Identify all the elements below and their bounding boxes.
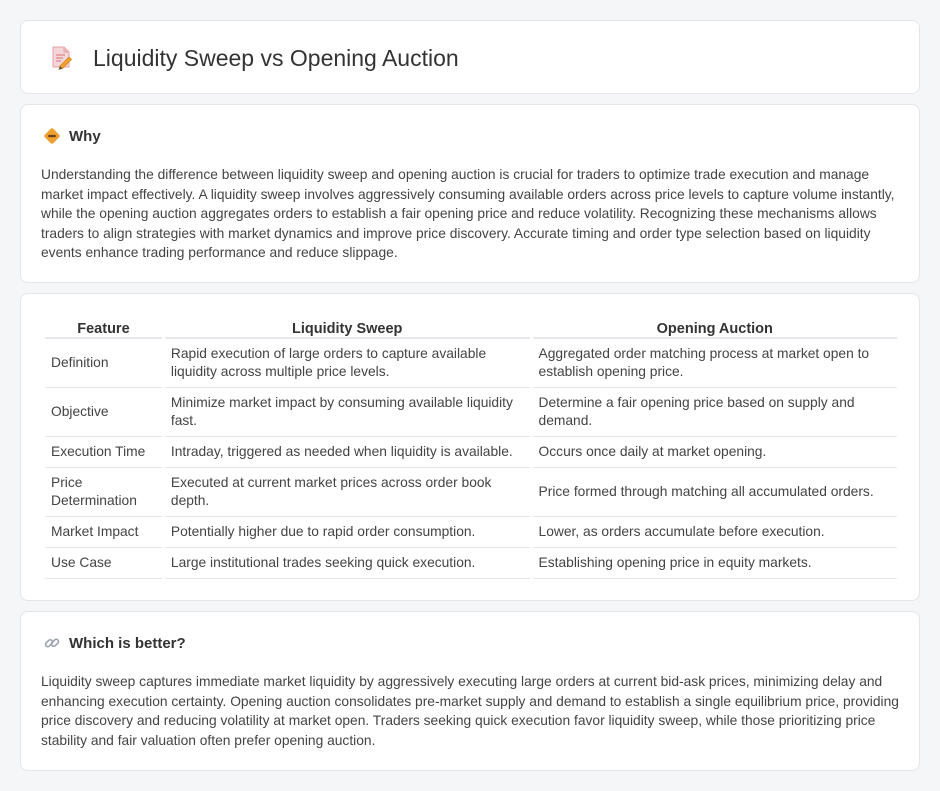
- row-feature: Use Case: [45, 548, 162, 579]
- page-title: Liquidity Sweep vs Opening Auction: [93, 45, 459, 71]
- row-feature: Market Impact: [45, 517, 162, 548]
- row-liquidity-sweep: Potentially higher due to rapid order consumption.: [165, 517, 530, 548]
- header-feature: Feature: [45, 314, 162, 339]
- row-opening-auction: Occurs once daily at market opening.: [533, 437, 897, 468]
- table-row: [45, 437, 897, 468]
- row-feature: Definition: [45, 339, 162, 388]
- row-opening-auction: Establishing opening price in equity markets.: [533, 548, 897, 579]
- comparison-table: [42, 314, 900, 579]
- row-liquidity-sweep: Rapid execution of large orders to capture available liquidity across multiple price levels.: [165, 339, 530, 388]
- table-row: [45, 388, 897, 437]
- row-feature: Execution Time: [45, 437, 162, 468]
- better-heading: [43, 632, 186, 654]
- document-pencil-icon: [48, 44, 74, 70]
- row-opening-auction: Lower, as orders accumulate before execution.: [533, 517, 897, 548]
- better-heading-label: Which is better?: [69, 634, 186, 652]
- better-body: Liquidity sweep captures immediate market liquidity by aggressively executing large orders at current bid-ask prices, minimizing delay and enhancing execution certainty. Opening auction consolidates pre-market supply and demand to establish a single equilibrium price, providing price discovery and reducing volatility at market open. Traders seeking quick execution favor liquidity sweep, while those prioritizing price stability and fair valuation often prefer opening auction.: [41, 674, 899, 748]
- diamond-sign-icon: [43, 127, 61, 145]
- table-row: [45, 548, 897, 579]
- comparison-table-card: [20, 293, 920, 601]
- row-opening-auction: Determine a fair opening price based on supply and demand.: [533, 388, 897, 437]
- table-row: [45, 517, 897, 548]
- why-heading: [43, 125, 101, 147]
- row-feature: Objective: [45, 388, 162, 437]
- which-is-better-section: [20, 611, 920, 771]
- title-card: [20, 20, 920, 94]
- row-opening-auction: Aggregated order matching process at market open to establish opening price.: [533, 339, 897, 388]
- why-heading-label: Why: [69, 127, 101, 145]
- row-liquidity-sweep: Intraday, triggered as needed when liquidity is available.: [165, 437, 530, 468]
- table-header-row: [45, 314, 897, 339]
- row-opening-auction: Price formed through matching all accumulated orders.: [533, 468, 897, 517]
- why-section: [20, 104, 920, 283]
- why-body: Understanding the difference between liquidity sweep and opening auction is crucial for traders to optimize trade execution and manage market impact effectively. A liquidity sweep involves aggressively consuming available orders across price levels to capture volume instantly, while the opening auction aggregates orders to establish a fair opening price and reduce volatility. Recognizing these mechanisms allows traders to align strategies with market dynamics and improve price discovery. Accurate timing and order type selection based on liquidity events enhance trading performance and reduce slippage.: [41, 167, 895, 260]
- header-liquidity-sweep: Liquidity Sweep: [165, 314, 530, 339]
- row-liquidity-sweep: Executed at current market prices across order book depth.: [165, 468, 530, 517]
- header-opening-auction: Opening Auction: [533, 314, 897, 339]
- row-liquidity-sweep: Minimize market impact by consuming available liquidity fast.: [165, 388, 530, 437]
- table-row: [45, 339, 897, 388]
- row-feature: Price Determination: [45, 468, 162, 517]
- row-liquidity-sweep: Large institutional trades seeking quick execution.: [165, 548, 530, 579]
- table-row: [45, 468, 897, 517]
- link-icon: [43, 634, 61, 652]
